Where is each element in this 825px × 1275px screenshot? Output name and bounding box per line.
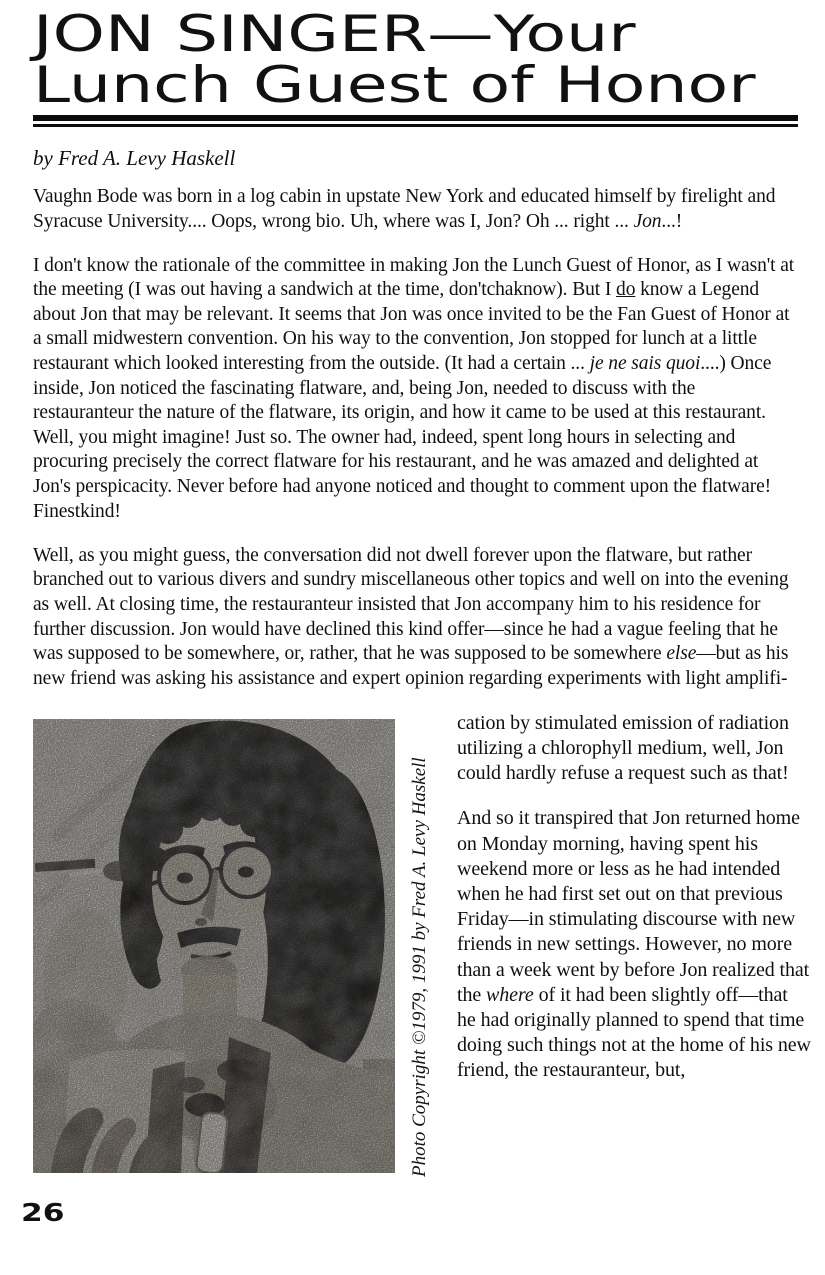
jon-singer-photo xyxy=(33,719,395,1173)
article-title-line1: JON SINGER—Your xyxy=(33,5,636,63)
photo-figure xyxy=(33,717,445,1185)
byline: by Fred A. Levy Haskell xyxy=(33,146,236,170)
intro-paragraph-3: Well, as you might guess, the conversation did not dwell forever upon the flatware, but rather branched out to various divers and sundry miscellaneous other topics and well on into the evening as well. At closing time, the restauranteur insisted that Jon accompany him to his residence for further discussion. Jon would have declined this kind offer—since he had a vague feeling that he was supposed to be somewhere, or, rather, that he was supposed to be somewhere else—but as his new friend was asking his assistance and expert opinion regarding experiments with light amplifi- xyxy=(33,544,789,689)
title-underline-rule xyxy=(33,115,798,127)
page-number: 26 xyxy=(21,1198,65,1227)
intro-paragraph-2: I don't know the rationale of the committee in making Jon the Lunch Guest of Honor, as I wasn't at the meeting (I was out having a sandwich at the time, don'tchaknow). But I do know a Legend about Jon that may be relevant. It seems that Jon was once invited to be the Fan Guest of Honor at a small midwestern convention. On his way to the convention, Jon stopped for lunch at a little restaurant which looked interesting from the outside. (It had a certain ... je ne sais quoi....) Once inside, Jon noticed the fascinating flatware, and, being Jon, needed to discuss with the restauranteur the nature of the flatware, its origin, and how it came to be used at this restaurant. Well, you might imagine! Just so. The owner had, indeed, spent long hours in selecting and procuring precisely the correct flatware for his restaurant, and he was amazed and delighted at Jon's perspicacity. Never before had anyone noticed and thought to comment upon the flatware! Finestkind! xyxy=(33,254,795,522)
wrapped-paragraph-2: And so it transpired that Jon returned home on Monday morning, having spent his weekend more or less as he had intended when he had first set out on that previous Friday—in stimulating discourse with new friends in new settings. However, no more than a week went by before Jon realized that the where of it had been slightly off—that he had originally planned to spend that time doing such things not at the home of his new friend, the restauranteur, but, xyxy=(457,807,811,1082)
article-title-line2: Lunch Guest of Honor xyxy=(33,56,756,114)
title-rule-thin xyxy=(33,124,798,127)
photo-credit-vertical: Photo Copyright ©1979, 1991 by Fred A. Levy Haskell xyxy=(409,757,430,1177)
intro-paragraph-1: Vaughn Bode was born in a log cabin in upstate New York and educated himself by firelight and Syracuse University.... Oops, wrong bio. Uh, where was I, Jon? Oh ... right ... Jon...! xyxy=(33,186,776,232)
photo-and-wrapped-text xyxy=(33,711,811,1185)
wrapped-paragraph-1: cation by stimulated emission of radiation utilizing a chlorophyll medium, well, Jon could hardly refuse a request such as that! xyxy=(457,711,789,785)
article-content xyxy=(33,5,811,1185)
